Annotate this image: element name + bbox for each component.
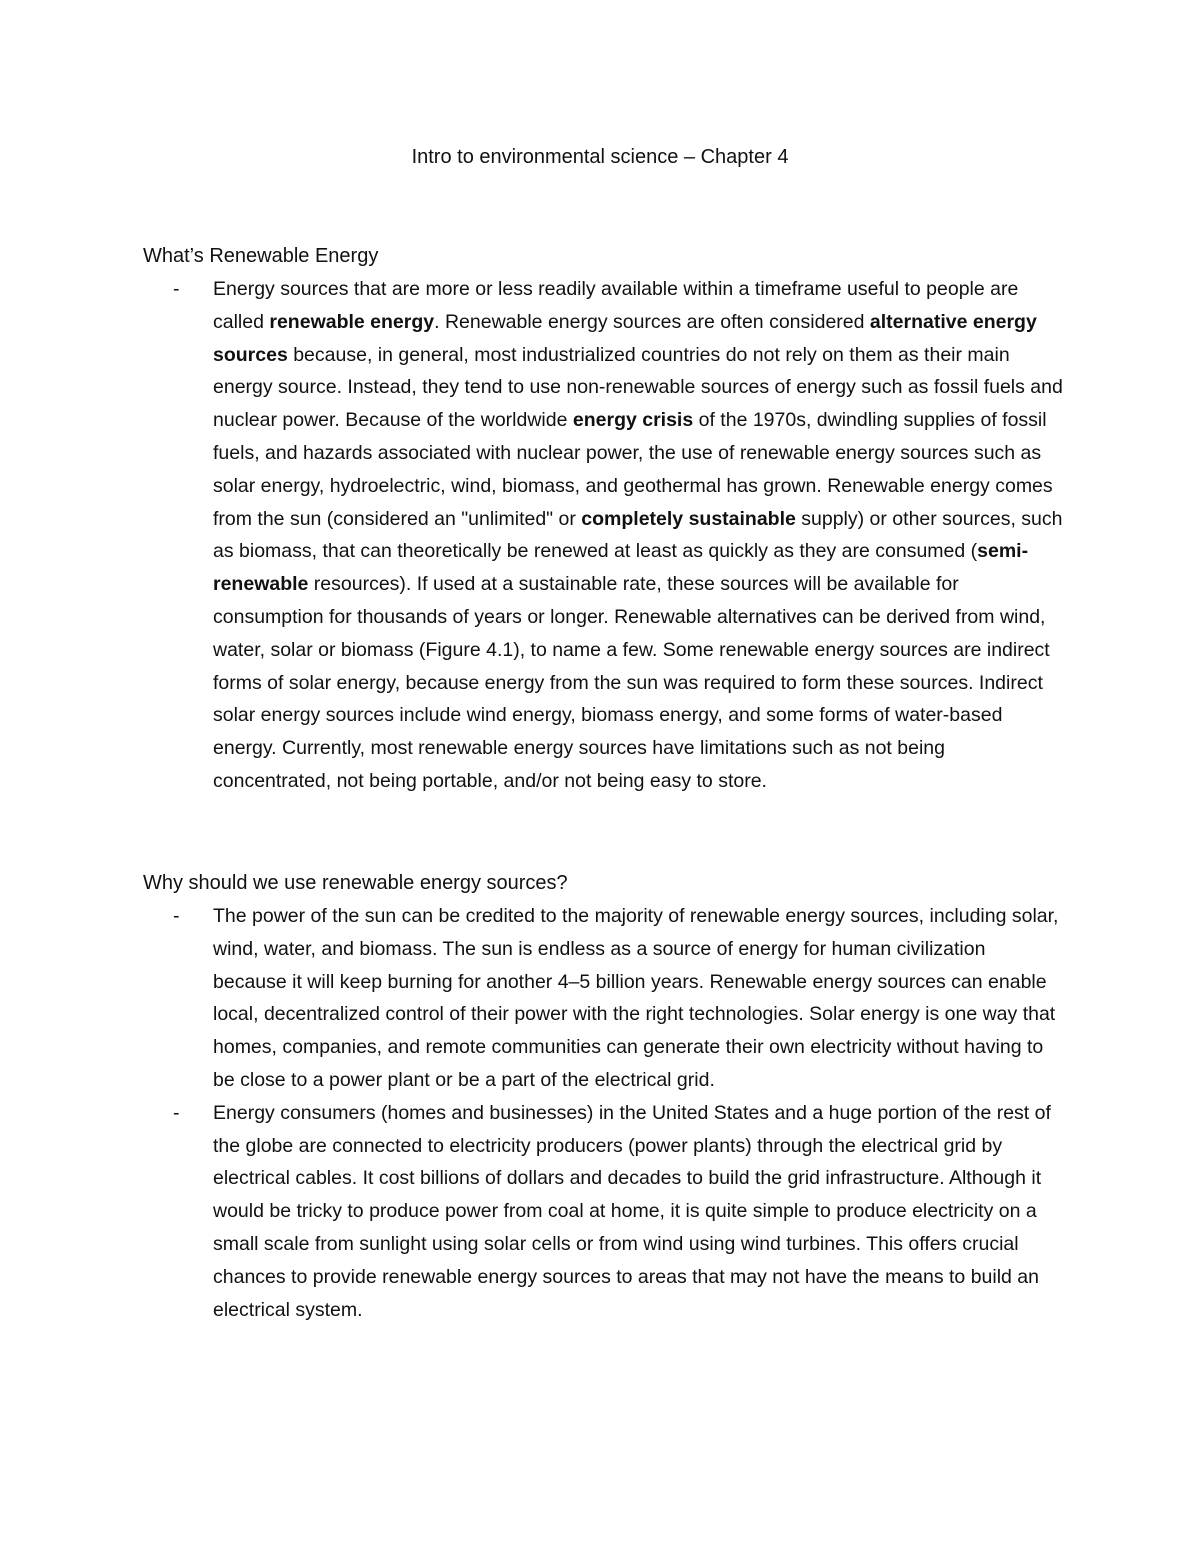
- text-run: . Renewable energy sources are often considered: [434, 310, 870, 333]
- document-title: Intro to environmental science – Chapter 4: [411, 146, 789, 168]
- bullet-list: [143, 900, 1063, 1326]
- bold-term-renewable-energy: renewable energy: [269, 310, 435, 333]
- bullet-item: [143, 1097, 1063, 1327]
- bullet-text: Energy consumers (homes and businesses) in the United States and a huge portion of the rest of the globe are connected to electricity producers (power plants) through the electrical grid by electrical cables. It cost billions of dollars and decades to build the grid infrastructure. Although it would be tricky to produce power from coal at home, it is quite simple to produce electricity on a small scale from sunlight using solar cells or from wind using wind turbines. This offers crucial chances to provide renewable energy sources to areas that may not have the means to build an electrical system.: [213, 1101, 1051, 1321]
- text-run: Energy sources that are more or less readily available within a timeframe useful to people are called: [213, 278, 1019, 333]
- text-run: of the 1970s, dwindling supplies of fossil fuels, and hazards associated with nuclear power, the use of renewable energy sources such as solar energy, hydroelectric, wind, biomass, and geothermal has grown. Renewable energy comes from the sun (considered an "unlimited" or: [213, 409, 1053, 530]
- bold-term-energy-crisis: energy crisis: [572, 409, 694, 432]
- bullet-item: [143, 900, 1063, 1097]
- bullet-dash: -: [173, 905, 180, 927]
- section-heading: What’s Renewable Energy: [143, 245, 379, 267]
- bold-term-alternative-energy-sources: alternative energy sources: [213, 310, 1037, 366]
- bold-term-completely-sustainable: completely sustainable: [581, 507, 796, 530]
- section-renewable-energy: [143, 240, 1063, 798]
- text-run: supply) or other sources, such as biomass, that can theoretically be renewed at least as quickly as they are consumed (: [213, 507, 1063, 563]
- text-run: because, in general, most industrialized countries do not rely on them as their main energy source. Instead, they tend to use non-renewable sources of energy such as fossil fuels and nuclear power. Because of the worldwide: [213, 343, 1063, 432]
- text-run: resources). If used at a sustainable rate, these sources will be available for consumption for thousands of years or longer. Renewable alternatives can be derived from wind, water, solar or biomass (Figure 4.1), to name a few. Some renewable energy sources are indirect forms of solar energy, because energy from the sun was required to form these sources. Indirect solar energy sources include wind energy, biomass energy, and some forms of water-based energy. Currently, most renewable energy sources have limitations such as not being concentrated, not being portable, and/or not being easy to store.: [213, 573, 1050, 792]
- section-heading: Why should we use renewable energy sources?: [143, 872, 568, 894]
- bullet-dash: -: [173, 1101, 180, 1124]
- bullet-item: [143, 273, 1063, 798]
- bullet-text: [213, 278, 1063, 792]
- bullet-list: [143, 273, 1063, 798]
- bold-term-semi-renewable: semi-renewable: [213, 540, 1029, 596]
- bullet-text: The power of the sun can be credited to the majority of renewable energy sources, including solar, wind, water, and biomass. The sun is endless as a source of energy for human civilization because it will keep burning for another 4–5 billion years. Renewable energy sources can enable local, decentralized control of their power with the right technologies. Solar energy is one way that homes, companies, and remote communities can generate their own electricity without having to be close to a power plant or be a part of the electrical grid.: [213, 905, 1059, 1091]
- section-why-renewable: [143, 867, 1063, 1326]
- bullet-dash: -: [173, 278, 180, 300]
